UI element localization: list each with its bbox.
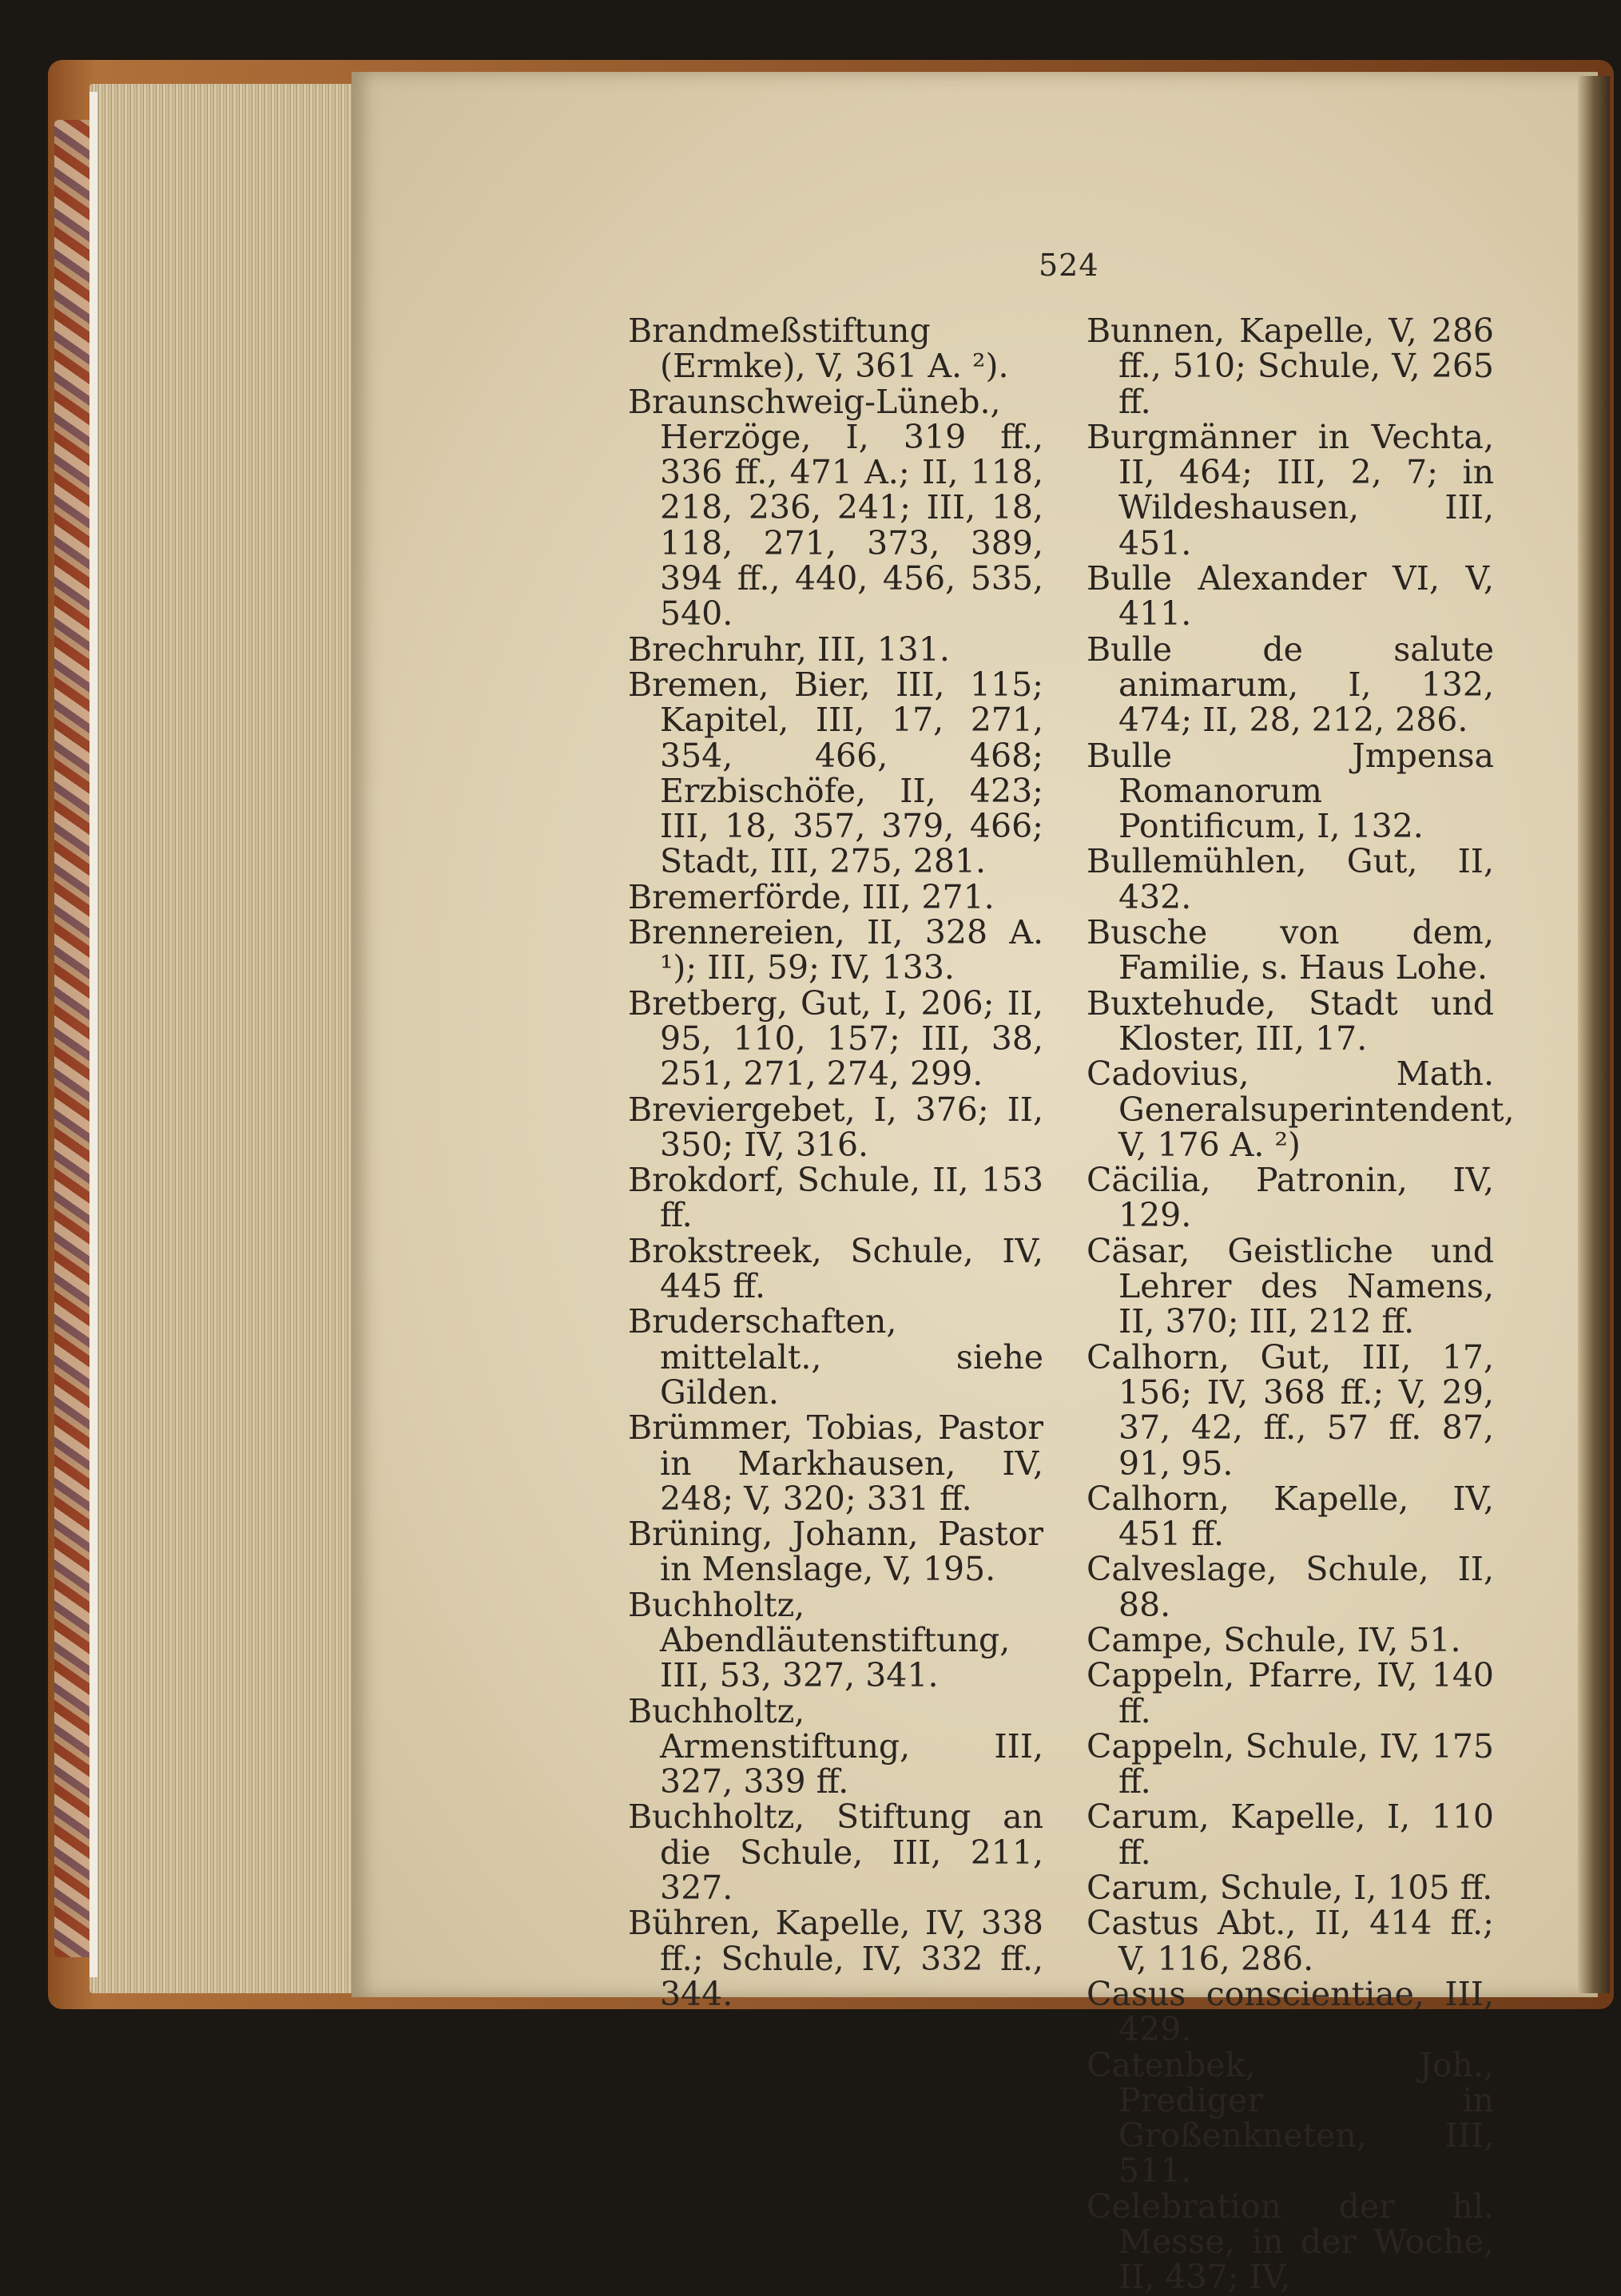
index-entry: Bunnen, Kapelle, V, 286 ff., 510; Schule, V, 265 ff. (1087, 312, 1494, 421)
index-entry: Bremerförde, III, 271. (628, 877, 995, 916)
index-entry: Breviergebet, I, 376; II, 350; IV, 316. (628, 1090, 1043, 1164)
gutter-edge (1578, 76, 1610, 1993)
index-entry: Campe, Schule, IV, 51. (1087, 1620, 1461, 1659)
index-entry: Bulle Alexander VI, V, 411. (1087, 559, 1494, 634)
index-entry: Bulle de salute animarum, I, 132, 474; II, 28, 212, 286. (1087, 630, 1494, 740)
page-stack (89, 84, 360, 1993)
page-stack-edge (89, 92, 97, 1977)
index-entry: Cappeln, Schule, IV, 175 ff. (1087, 1726, 1494, 1801)
index-entry: Burgmänner in Vechta, II, 464; III, 2, 7; in Wildeshausen, III, 451. (1087, 417, 1494, 562)
index-entry: Brümmer, Tobias, Pastor in Markhausen, IV, 248; V, 320; 331 ff. (628, 1408, 1043, 1518)
index-entry: Bretberg, Gut, I, 206; II, 95, 110, 157; III, 38, 251, 271, 274, 299. (628, 983, 1043, 1094)
index-entry: Buchholtz, Abendläutenstiftung, III, 53, 327, 341. (628, 1585, 1011, 1695)
index-entry: Calhorn, Gut, III, 17, 156; IV, 368 ff.; V, 29, 37, 42, ff., 57 ff. 87, 91, 95. (1087, 1337, 1494, 1483)
index-entry: Braunschweig-Lüneb., Herzöge, I, 319 ff., 336 ff., 471 A.; II, 118, 218, 236, 241; III, 18, 118, 271, 373, 389, 394 ff., 440, 456, 535, 540. (628, 382, 1043, 634)
index-entry: Celebration der hl. Messe, in der Woche, II, 437; IV, (1087, 2187, 1494, 2296)
index-entry: Bremen, Bier, III, 115; Kapitel, III, 17, 271, 354, 466, 468; Erzbischöfe, II, 423; III, 18, 357, 379, 466; Stadt, III, 275, 281. (628, 665, 1043, 881)
index-column-right (1087, 312, 1515, 2296)
index-entry: Catenbek, Joh., Prediger in Großenkneten, III, 511. (1087, 2045, 1494, 2191)
index-entry: Castus Abt., II, 414 ff.; V, 116, 286. (1087, 1904, 1494, 1978)
index-entry: Bullemühlen, Gut, II, 432. (1087, 842, 1494, 916)
index-entry: Calveslage, Schule, II, 88. (1087, 1550, 1494, 1624)
index-entry: Brennereien, II, 328 A. ¹); III, 59; IV, 133. (628, 913, 1043, 987)
index-entry: Cäcilia, Patronin, IV, 129. (1087, 1161, 1494, 1235)
index-entry: Casus conscientiae, III, 429. (1087, 1974, 1494, 2049)
page-number: 524 (1039, 248, 1099, 283)
index-entry: Carum, Kapelle, I, 110 ff. (1087, 1797, 1494, 1872)
index-entry: Brechruhr, III, 131. (628, 630, 950, 669)
index-entry: Cäsar, Geistliche und Lehrer des Namens, II, 370; III, 212 ff. (1087, 1231, 1494, 1341)
index-entry: Bulle Jmpensa Romanorum Pontificum, I, 132. (1087, 736, 1494, 846)
index-entry: Carum, Schule, I, 105 ff. (1087, 1869, 1493, 1908)
index-entry: Buxtehude, Stadt und Kloster, III, 17. (1087, 983, 1494, 1058)
index-entry: Brokstreek, Schule, IV, 445 ff. (628, 1231, 1043, 1306)
index-entry: Brandmeßstiftung (Ermke), V, 361 A. ²). (628, 312, 1009, 386)
index-entry: Busche von dem, Familie, s. Haus Lohe. (1087, 913, 1494, 987)
index-entry: Buchholtz, Stiftung an die Schule, III, 211, 327. (628, 1797, 1043, 1908)
index-entry: Calhorn, Kapelle, IV, 451 ff. (1087, 1479, 1494, 1554)
index-entry: Cappeln, Pfarre, IV, 140 ff. (1087, 1656, 1494, 1730)
index-entry: Bühren, Kapelle, IV, 338 ff.; Schule, IV, 332 ff., 344. (628, 1904, 1043, 2013)
index-column-left (628, 313, 1043, 2012)
index-entry: Brüning, Johann, Pastor in Menslage, V, 195. (628, 1515, 1043, 1589)
index-entry: Brokdorf, Schule, II, 153 ff. (628, 1161, 1043, 1235)
index-entry: Buchholtz, Armenstiftung, III, 327, 339 ff. (628, 1691, 1043, 1801)
index-entry: Cadovius, Math. Generalsuperintendent, V, 176 A. ²) (1087, 1055, 1515, 1164)
index-entry: Bruderschaften, mittelalt., siehe Gilden. (628, 1302, 1043, 1412)
